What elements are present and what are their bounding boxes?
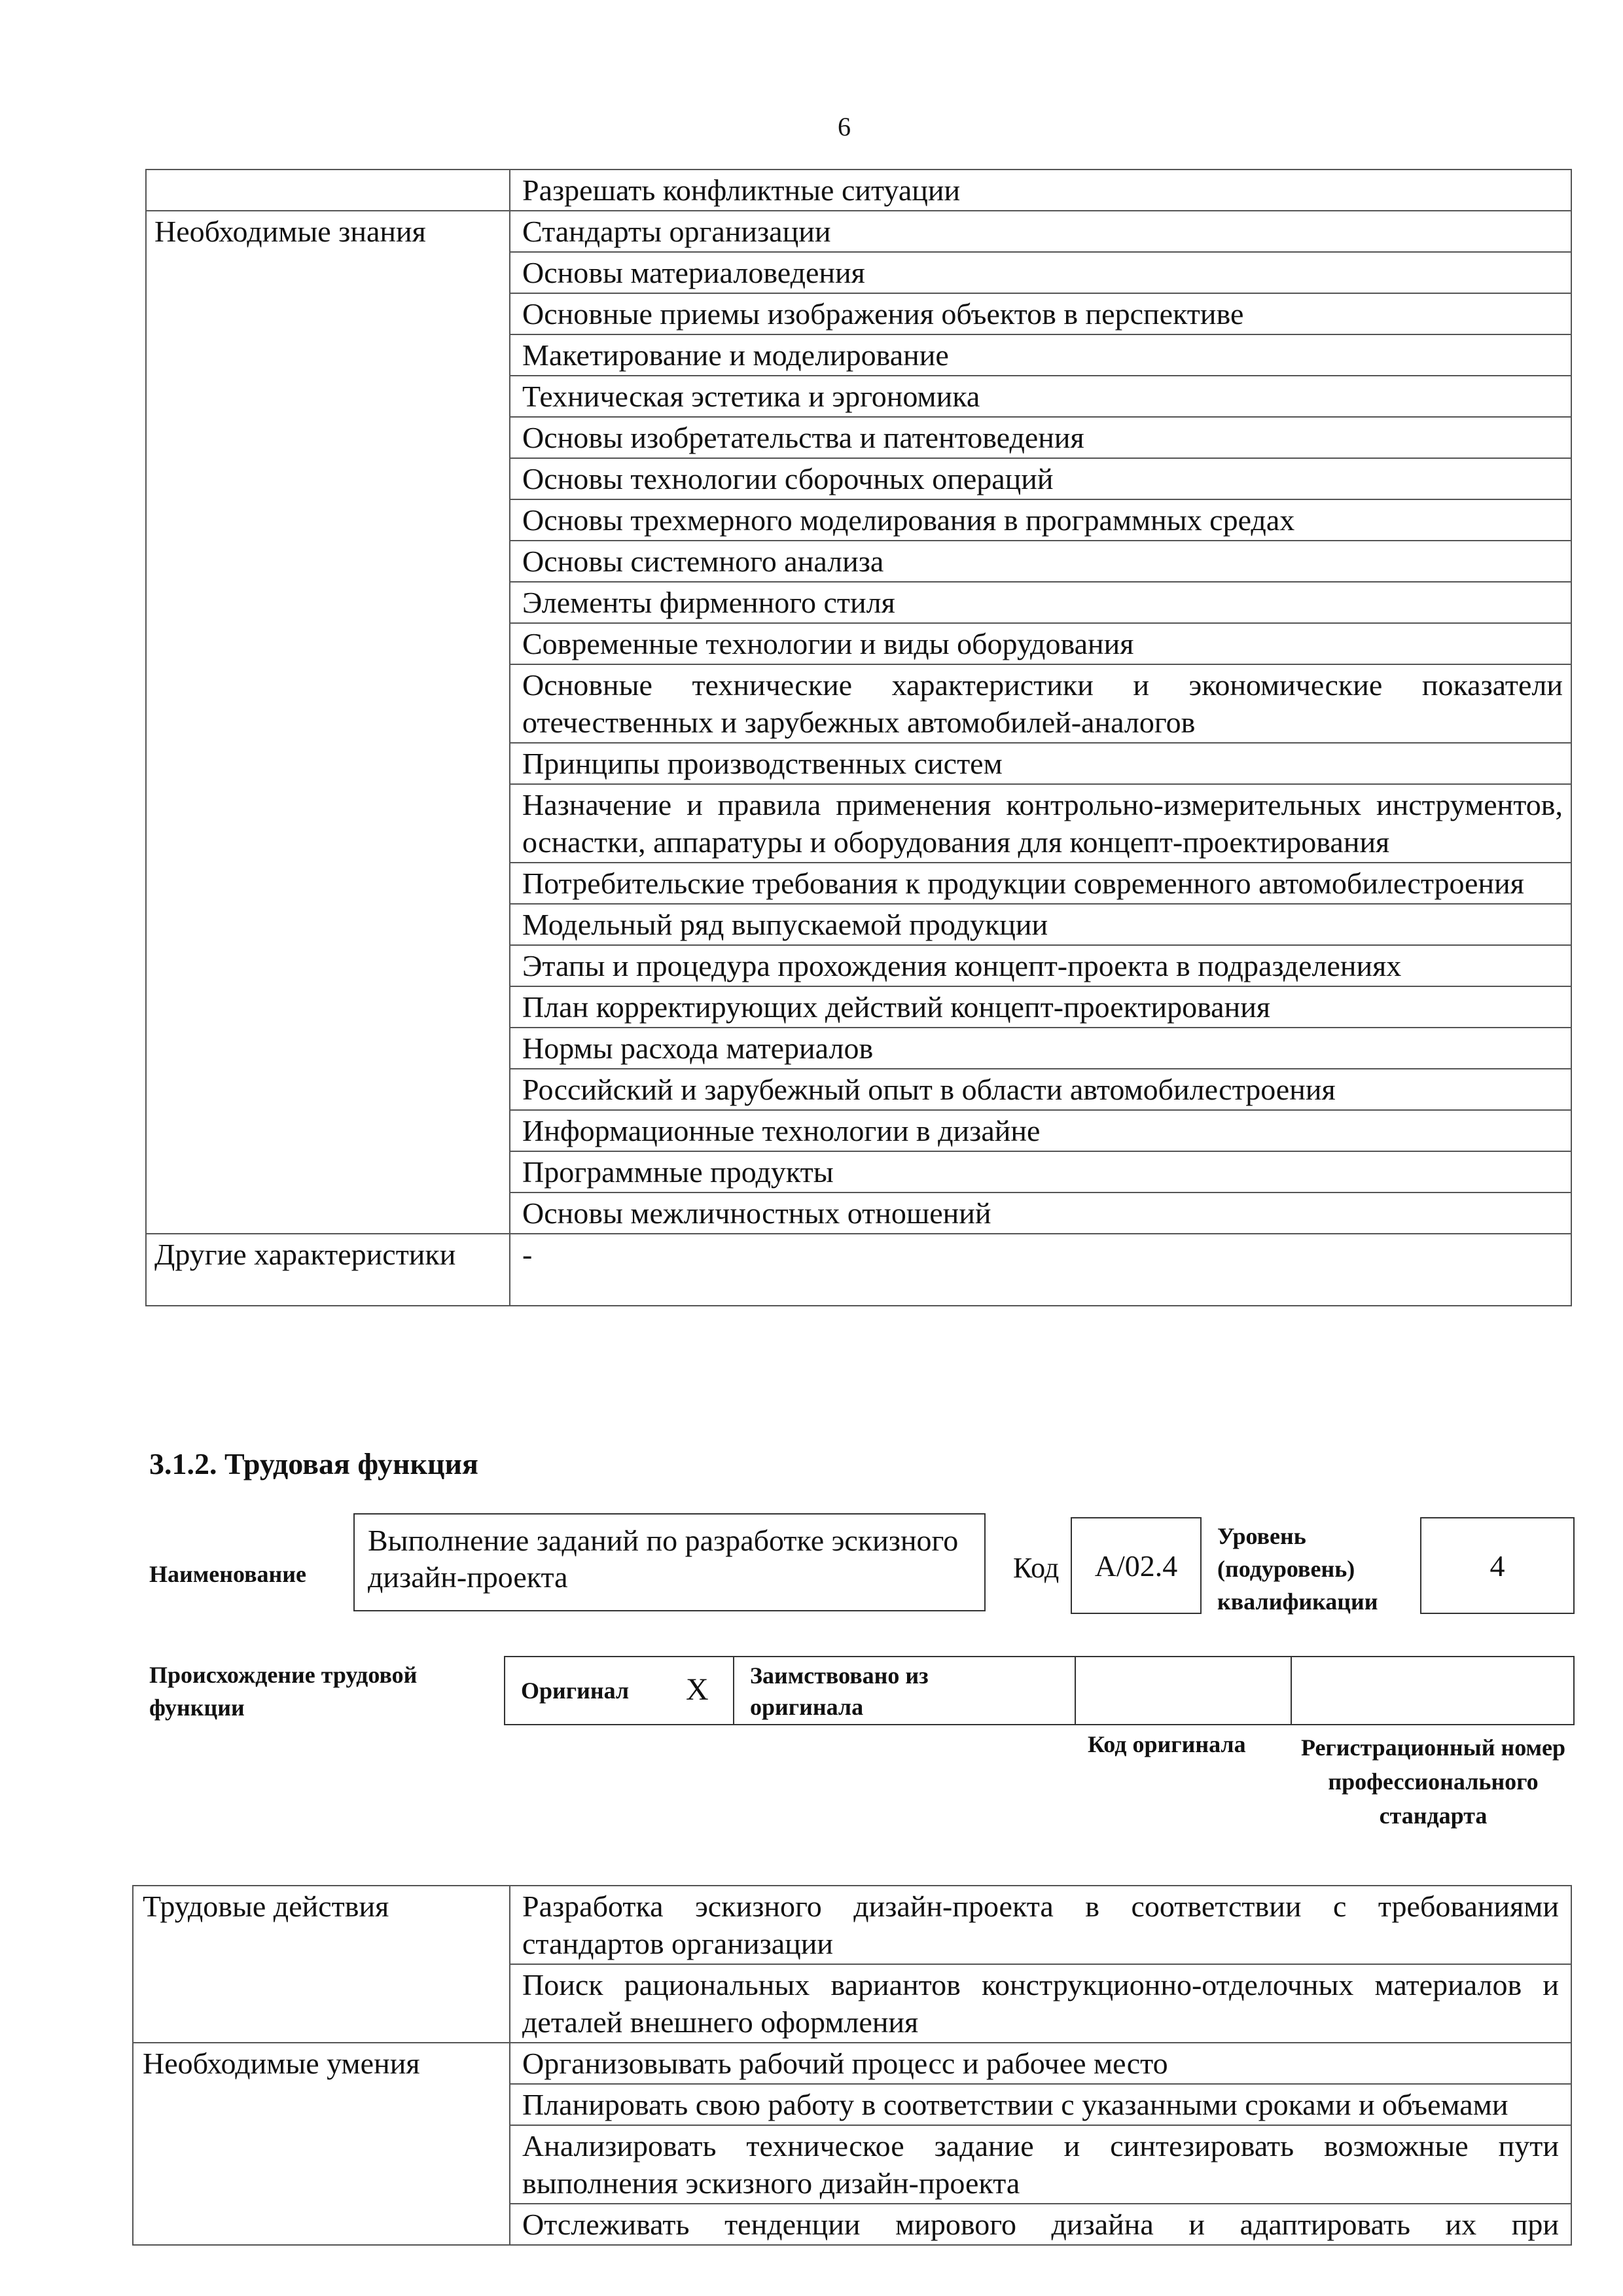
- code-label: Код: [1013, 1552, 1060, 1584]
- knowledge-item: Программные продукты: [510, 1151, 1571, 1193]
- action-item: Поиск рациональных вариантов конструкционно-отделочных материалов и деталей внешнего оформления: [510, 1964, 1571, 2043]
- knowledge-label: Необходимые знания: [146, 211, 510, 1234]
- knowledge-item: Современные технологии и виды оборудования: [510, 623, 1571, 664]
- other-label: Другие характеристики: [146, 1234, 510, 1306]
- name-value: Выполнение заданий по разработке эскизного дизайн-проекта: [353, 1513, 986, 1611]
- knowledge-item: Основы системного анализа: [510, 541, 1571, 582]
- knowledge-item: Основы межличностных отношений: [510, 1193, 1571, 1234]
- original-label: Оригинал: [521, 1677, 630, 1704]
- table-row: [146, 211, 1571, 252]
- origin-label: Происхождение трудовой функции: [149, 1662, 418, 1721]
- first-row-cell: Разрешать конфликтные ситуации: [510, 170, 1571, 211]
- knowledge-item: Техническая эстетика и эргономика: [510, 376, 1571, 417]
- knowledge-item: Макетирование и моделирование: [510, 334, 1571, 376]
- knowledge-item: Потребительские требования к продукции современного автомобилестроения: [510, 863, 1571, 904]
- page-number: 6: [838, 112, 851, 141]
- knowledge-item: Информационные технологии в дизайне: [510, 1110, 1571, 1151]
- name-label: Наименование: [149, 1561, 306, 1587]
- knowledge-item: Основы изобретательства и патентоведения: [510, 417, 1571, 458]
- knowledge-table: [145, 169, 1572, 1306]
- action-item: Разработка эскизного дизайн-проекта в соответствии с требованиями стандартов организации: [510, 1886, 1571, 1964]
- code-value: А/02.4: [1071, 1517, 1202, 1614]
- knowledge-item: Элементы фирменного стиля: [510, 582, 1571, 623]
- table-row: [146, 170, 1571, 211]
- reg-number-caption: Регистрационный номер профессионального стандарта: [1300, 1734, 1566, 1829]
- knowledge-item: Стандарты организации: [510, 211, 1571, 252]
- knowledge-item: Принципы производственных систем: [510, 743, 1571, 784]
- table-row: [133, 1886, 1571, 1964]
- skill-item: Планировать свою работу в соответствии с указанными сроками и объемами: [510, 2084, 1571, 2125]
- origin-table: [504, 1656, 1575, 1725]
- section-title: 3.1.2. Трудовая функция: [149, 1447, 478, 1480]
- skill-item: Анализировать техническое задание и синтезировать возможные пути выполнения эскизного дизайн-проекта: [510, 2125, 1571, 2204]
- level-label: Уровень (подуровень) квалификации: [1217, 1523, 1378, 1615]
- code-original-caption: Код оригинала: [1088, 1731, 1246, 1757]
- actions-label: Трудовые действия: [133, 1886, 510, 2043]
- knowledge-item: Нормы расхода материалов: [510, 1028, 1571, 1069]
- skill-item: Отслеживать тенденции мирового дизайна и адаптировать их при: [510, 2204, 1571, 2245]
- level-value: 4: [1420, 1517, 1575, 1614]
- skills-label: Необходимые умения: [133, 2043, 510, 2245]
- actions-table: [132, 1885, 1572, 2246]
- knowledge-item: План корректирующих действий концепт-проектирования: [510, 986, 1571, 1028]
- skill-item: Организовывать рабочий процесс и рабочее место: [510, 2043, 1571, 2084]
- knowledge-item: Назначение и правила применения контрольно-измерительных инструментов, оснастки, аппаратуры и оборудования для концепт-проектирования: [510, 784, 1571, 863]
- empty-label-cell: [146, 170, 510, 211]
- divider: [1291, 1657, 1292, 1725]
- knowledge-item: Модельный ряд выпускаемой продукции: [510, 904, 1571, 945]
- knowledge-item: Этапы и процедура прохождения концепт-проекта в подразделениях: [510, 945, 1571, 986]
- table-row: [133, 2043, 1571, 2084]
- table-row: [146, 1234, 1571, 1306]
- knowledge-item: Российский и зарубежный опыт в области автомобилестроения: [510, 1069, 1571, 1110]
- knowledge-item: Основы материаловедения: [510, 252, 1571, 293]
- borrowed-label: Заимствовано из оригинала: [750, 1662, 929, 1720]
- knowledge-item: Основные приемы изображения объектов в перспективе: [510, 293, 1571, 334]
- knowledge-item: Основы технологии сборочных операций: [510, 458, 1571, 499]
- other-value: -: [510, 1234, 1571, 1306]
- divider: [733, 1657, 734, 1725]
- original-mark: X: [686, 1672, 709, 1707]
- knowledge-item: Основы трехмерного моделирования в программных средах: [510, 499, 1571, 541]
- divider: [1075, 1657, 1076, 1725]
- knowledge-item: Основные технические характеристики и экономические показатели отечественных и зарубежных автомобилей-аналогов: [510, 664, 1571, 743]
